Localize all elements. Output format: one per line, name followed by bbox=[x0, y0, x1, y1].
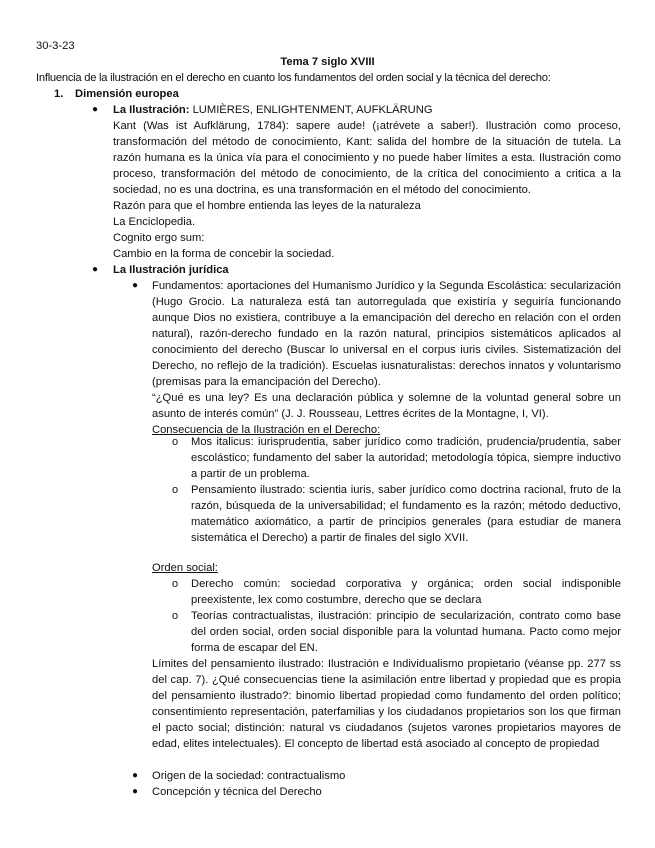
bullet-icon: ● bbox=[132, 770, 139, 781]
date: 30-3-23 bbox=[36, 40, 75, 52]
orden-heading: Orden social: bbox=[152, 562, 218, 574]
page-title: Tema 7 siglo XVIII bbox=[280, 56, 375, 68]
bullet-icon: ● bbox=[92, 104, 99, 115]
section-heading: Dimensión europea bbox=[75, 88, 179, 100]
juridica-heading: La Ilustración jurídica bbox=[113, 264, 229, 276]
origen-item: Origen de la sociedad: contractualismo bbox=[152, 770, 346, 782]
razon-line: Razón para que el hombre entienda las leyes de la naturaleza bbox=[113, 200, 421, 212]
limites-paragraph: Límites del pensamiento ilustrado: Ilustración e Individualismo propietario (véanse pp. 277 ss del cap. 7). ¿Qué consecuencias tiene la asimilación entre libertad y propiedad que es propia del pensamiento ilustrado?: binomio libertad propiedad como fundamento del orden político; consentimiento representación, paterfamilias y los ciudadanos propietarios son los que firman el pacto social; distinción: natural vs ciudadanos (sujetos varones propietarios mayores de edad, elites intelectuales). El concepto de libertad está asociado al concepto de propiedad bbox=[152, 658, 621, 750]
circle-bullet-icon: o bbox=[172, 436, 179, 448]
bullet-icon: ● bbox=[132, 786, 139, 797]
fundamentos-paragraph: Fundamentos: aportaciones del Humanismo Jurídico y la Segunda Escolástica: secularización (Hugo Grocio. La naturaleza está tan autorregulada que existiría y seguiría funcionando aunque Dios no existiera, contribuye a la emancipación del derecho en relación con el orden natural), razón-derecho fundado en la razón natural, principios sistemáticos aplicados al conocimiento del derecho (Buscar lo universal en el corpus iuris civiles. Sistematización del Derecho, no reflejo de la tradición). Escuelas iusnaturalistas: derechos innatos y voluntarismo (premisas para la emancipación del Derecho). bbox=[152, 280, 621, 388]
section-number: 1. bbox=[54, 88, 64, 100]
bullet-icon: ● bbox=[92, 264, 99, 275]
juridica-body bbox=[152, 278, 621, 438]
bullet-icon: ● bbox=[132, 280, 139, 291]
intro-paragraph: Influencia de la ilustración en el derecho en cuanto los fundamentos del orden social y la técnica del derecho: bbox=[36, 72, 551, 84]
cogito-line: Cognito ergo sum: bbox=[113, 232, 205, 244]
cambio-line: Cambio en la forma de concebir la sociedad. bbox=[113, 248, 335, 260]
enciclopedia-line: La Enciclopedia. bbox=[113, 216, 196, 228]
kant-paragraph: Kant (Was ist Aufklärung, 1784): sapere aude! (¡atrévete a saber!). Ilustración como proceso, transformación del método de conocimiento, Kant: salida del hombre de la situación de tutela. La razón humana es la única vía para el conocimiento y no puede haber límites a esta. Ilustración como proceso, transformación del método de conocimiento, de la crítica del conocimiento a critica a la sociedad, no es una doctrina, es una transformación en el método del conocimiento. bbox=[113, 120, 621, 196]
consecuencia-heading: Consecuencia de la Ilustración en el Derecho: bbox=[152, 424, 381, 436]
orden-item: Derecho común: sociedad corporativa y orgánica; orden social indisponible preexistente, lex como costumbre, derecho que se declara bbox=[191, 578, 621, 606]
concepcion-item: Concepción y técnica del Derecho bbox=[152, 786, 322, 798]
consecuencia-item: Pensamiento ilustrado: scientia iuris, saber jurídico como doctrina racional, fruto de la razón, búsqueda de la universabilidad; el fundamento es la razón; método deductivo, matemático axiomático, a partir de principios generales (para estudiar de manera sistemática el Derecho) a partir de finales del siglo XVII. bbox=[191, 484, 621, 544]
ilustracion-heading bbox=[113, 102, 623, 118]
ilustracion-body bbox=[113, 118, 621, 262]
circle-bullet-icon: o bbox=[172, 610, 179, 622]
ilustracion-label: La Ilustración: bbox=[113, 104, 190, 116]
circle-bullet-icon: o bbox=[172, 484, 179, 496]
consecuencia-item: Mos italicus: iurisprudentia, saber jurídico como tradición, prudencia/prudentia, saber escolástico; fundamento del saber la autoridad; metodología tópica, siempre inductivo a partir de un problema. bbox=[191, 436, 621, 480]
ilustracion-label-rest: LUMIÈRES, ENLIGHTENMENT, AUFKLÄRUNG bbox=[189, 104, 433, 116]
orden-item: Teorías contractualistas, ilustración: principio de secularización, contrato como base del orden social, orden social disponible para la voluntad humana. Pacto como mejor forma de escapar del EN. bbox=[191, 610, 621, 654]
circle-bullet-icon: o bbox=[172, 578, 179, 590]
rousseau-quote: “¿Qué es una ley? Es una declaración pública y solemne de la voluntad general sobre un asunto de interés común” (J. J. Rousseau, Lettres écrites de la Montagne, I, VI). bbox=[152, 392, 621, 420]
